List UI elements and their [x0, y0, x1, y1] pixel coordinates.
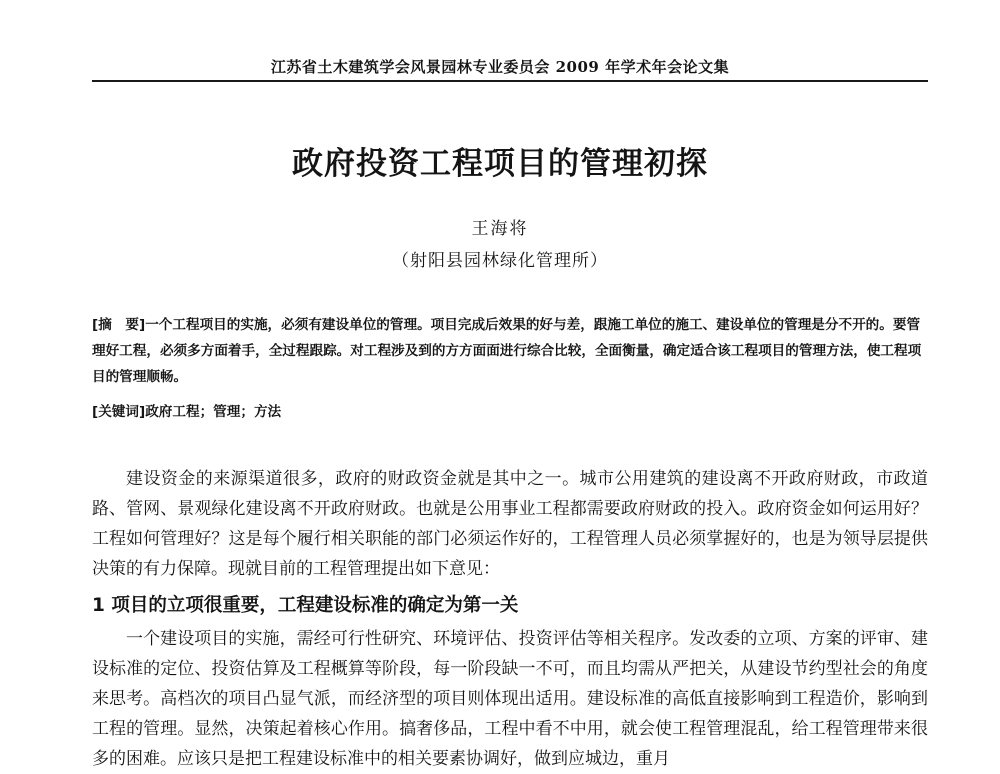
abstract-text: 一个工程项目的实施，必须有建设单位的管理。项目完成后效果的好与差，跟施工单位的施工、建设单位的管理是分不开的。要管理好工程，必须多方面着手，全过程跟踪。对工程涉及到的方方面面进行综合比较，全面衡量，确定适合该工程项目的管理方法，使工程项目的管理顺畅。 [92, 317, 922, 385]
header-rule [92, 80, 928, 82]
abstract-label: [摘 要] [92, 317, 146, 333]
keywords [92, 400, 928, 420]
keywords-label: [关键词] [92, 404, 146, 420]
intro-paragraph: 建设资金的来源渠道很多，政府的财政资金就是其中之一。城市公用建筑的建设离不开政府财政，市政道路、管网、景观绿化建设离不开政府财政。也就是公用事业工程都需要政府财政的投入。政府资金如何运用好？工程如何管理好？这是每个履行相关职能的部门必须运作好的，工程管理人员必须掌握好的，也是为领导层提供决策的有力保障。现就目前的工程管理提出如下意见： [92, 469, 928, 579]
paper-title: 政府投资工程项目的管理初探 [292, 146, 708, 182]
section-1-paragraph: 一个建设项目的实施，需经可行性研究、环境评估、投资评估等相关程序。发改委的立项、方案的评审、建设标准的定位、投资估算及工程概算等阶段，每一阶段缺一不可，而且均需从严把关，从建设节约型社会的角度来思考。高档次的项目凸显气派，而经济型的项目则体现出适用。建设标准的高低直接影响到工程造价，影响到工程的管理。显然，决策起着核心作用。搞奢侈品，工程中看不中用，就会使工程管理混乱，给工程管理带来很多的困难。应该只是把工程建设标准中的相关要素协调好，做到应城边，重月 [92, 629, 928, 769]
running-head: 江苏省土木建筑学会风景园林专业委员会 2009 年学术年会论文集 [270, 58, 730, 76]
author-affiliation: （射阳县园林绿化管理所） [392, 251, 608, 271]
abstract [92, 312, 928, 390]
author-name: 王海将 [471, 219, 529, 239]
section-1-heading: 1 项目的立项很重要，工程建设标准的确定为第一关 [92, 595, 519, 616]
keywords-text: 政府工程；管理；方法 [145, 404, 282, 420]
